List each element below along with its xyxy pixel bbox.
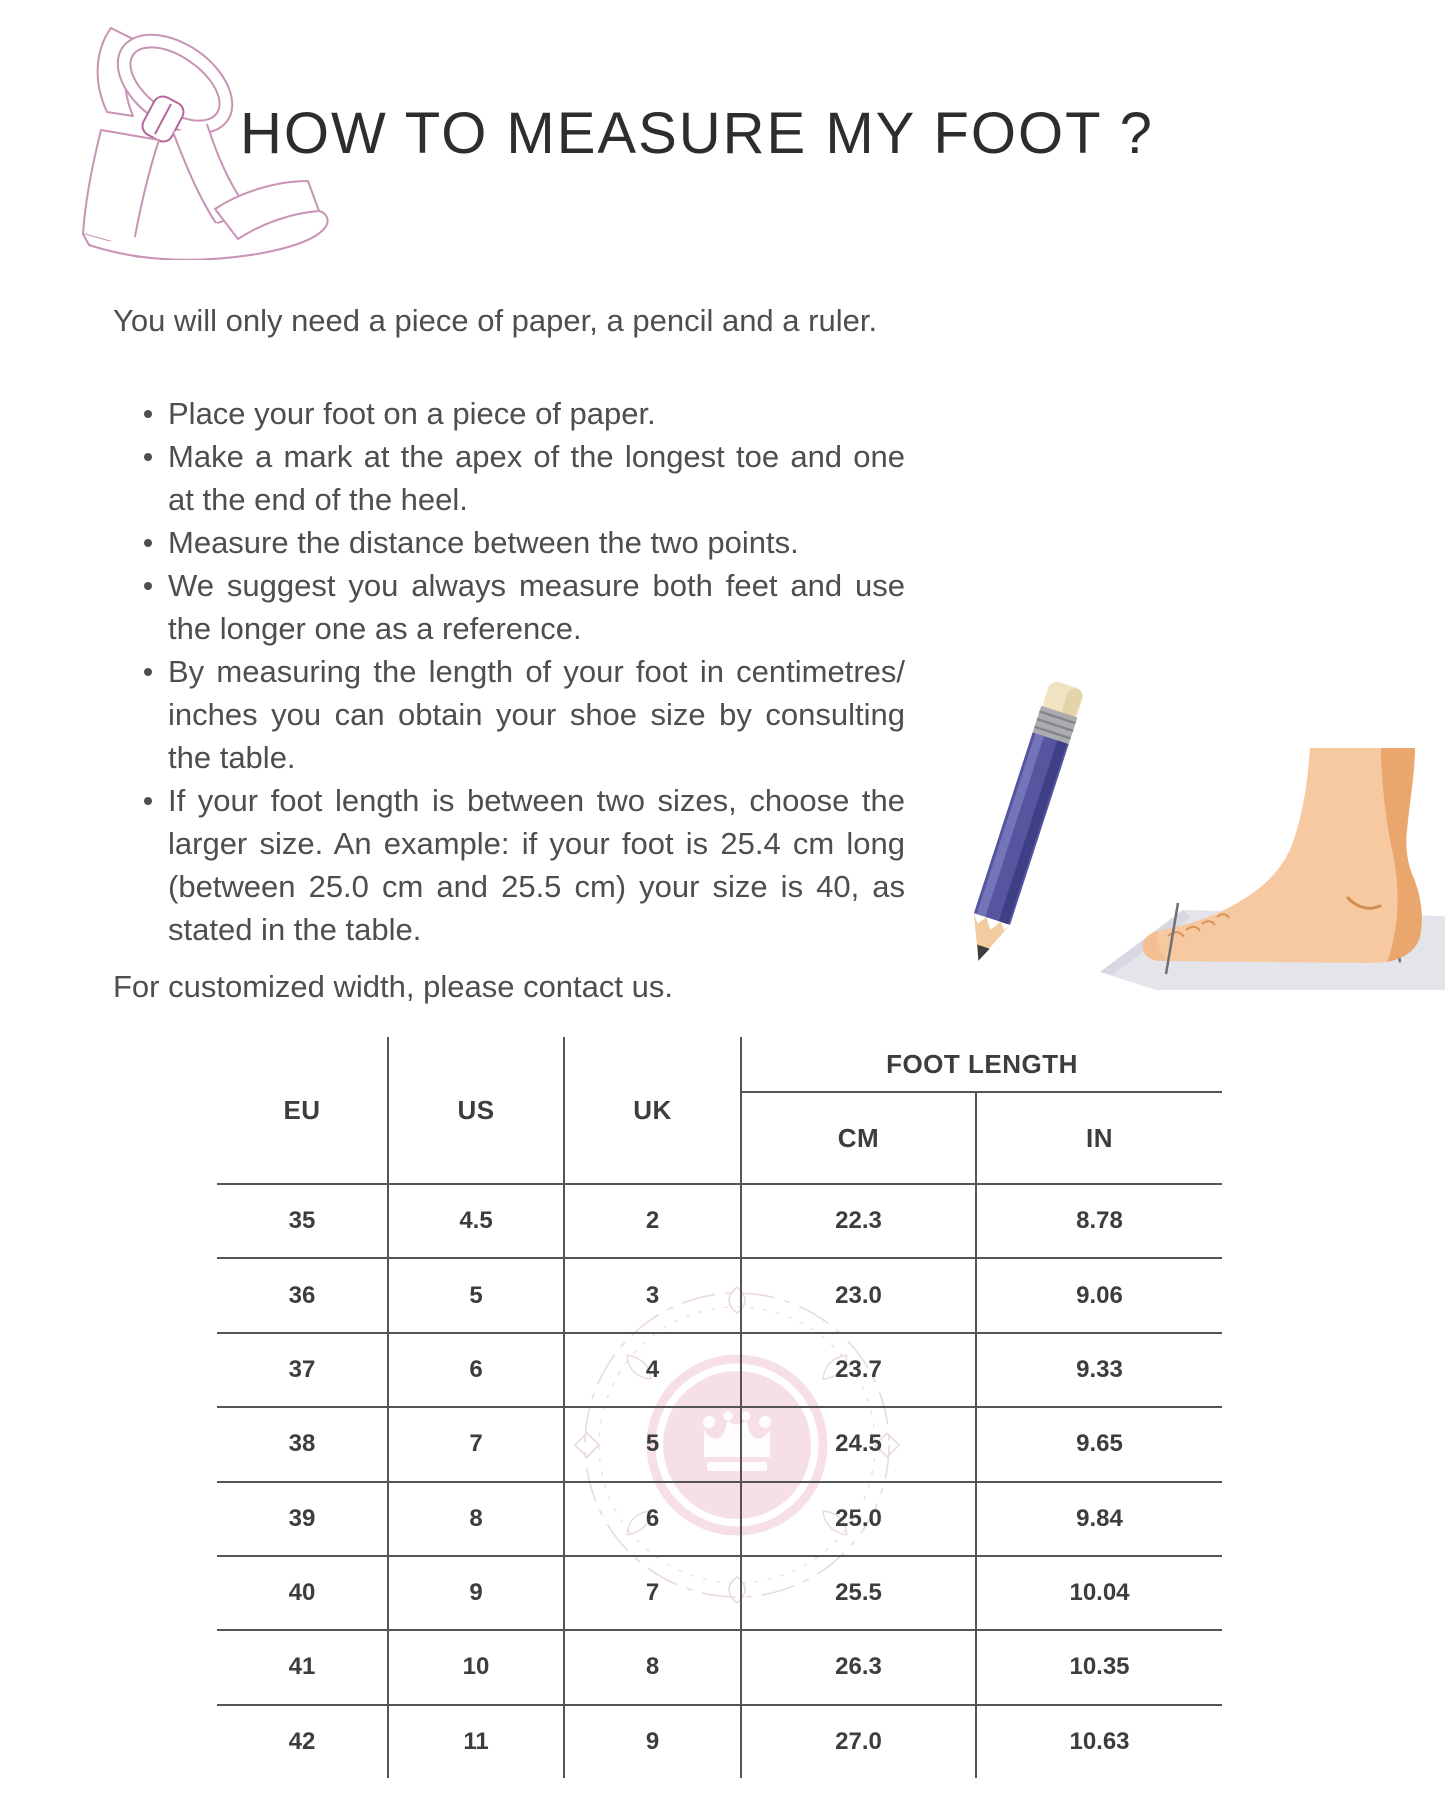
instructions-list [122, 392, 905, 951]
table-cell: 2 [565, 1183, 742, 1257]
table-cell: 36 [217, 1257, 389, 1331]
table-cell: 5 [565, 1406, 742, 1480]
page-title: HOW TO MEASURE MY FOOT ? [240, 101, 1154, 166]
column-header-cm: CM [742, 1093, 977, 1183]
column-header-foot-length: FOOT LENGTH [742, 1037, 1222, 1093]
table-cell: 27.0 [742, 1704, 977, 1778]
pencil-icon [960, 679, 1086, 967]
foot-graphic [1143, 748, 1422, 963]
table-cell: 9.84 [977, 1481, 1222, 1555]
table-cell: 41 [217, 1629, 389, 1703]
table-cell: 23.0 [742, 1257, 977, 1331]
table-cell: 40 [217, 1555, 389, 1629]
table-cell: 10 [389, 1629, 565, 1703]
table-cell: 4 [565, 1332, 742, 1406]
table-cell: 26.3 [742, 1629, 977, 1703]
table-cell: 39 [217, 1481, 389, 1555]
table-cell: 11 [389, 1704, 565, 1778]
column-header-uk: UK [565, 1037, 742, 1183]
table-cell: 7 [565, 1555, 742, 1629]
table-cell: 10.04 [977, 1555, 1222, 1629]
table-cell: 9.33 [977, 1332, 1222, 1406]
table-cell: 22.3 [742, 1183, 977, 1257]
column-header-eu: EU [217, 1037, 389, 1183]
column-header-us: US [389, 1037, 565, 1183]
block-heel [83, 130, 159, 248]
table-cell: 9 [565, 1704, 742, 1778]
table-cell: 5 [389, 1257, 565, 1331]
table-cell: 35 [217, 1183, 389, 1257]
table-cell: 6 [565, 1481, 742, 1555]
table-cell: 25.5 [742, 1555, 977, 1629]
table-cell: 24.5 [742, 1406, 977, 1480]
table-cell: 8 [565, 1629, 742, 1703]
table-cell: 4.5 [389, 1183, 565, 1257]
table-cell: 10.35 [977, 1629, 1222, 1703]
instruction-item: Make a mark at the apex of the longest toe and one at the end of the heel. [168, 435, 905, 521]
column-header-in: IN [1086, 1122, 1113, 1153]
foot-measuring-illustration [900, 640, 1445, 995]
table-cell: 7 [389, 1406, 565, 1480]
table-cell: 10.63 [977, 1704, 1222, 1778]
instruction-item: By measuring the length of your foot in centimetres/ inches you can obtain your shoe size by consulting the table. [168, 650, 905, 779]
custom-width-note: For customized width, please contact us. [113, 969, 673, 1004]
table-cell: 38 [217, 1406, 389, 1480]
table-cell: 9 [389, 1555, 565, 1629]
table-cell: 8.78 [977, 1183, 1222, 1257]
instruction-item: We suggest you always measure both feet and use the longer one as a reference. [168, 564, 905, 650]
instruction-item: Measure the distance between the two points. [168, 521, 905, 564]
table-cell: 25.0 [742, 1481, 977, 1555]
table-cell: 6 [389, 1332, 565, 1406]
table-cell: 8 [389, 1481, 565, 1555]
table-cell: 9.06 [977, 1257, 1222, 1331]
table-cell: 37 [217, 1332, 389, 1406]
size-conversion-table [217, 1037, 1222, 1778]
table-cell: 9.65 [977, 1406, 1222, 1480]
instruction-item: Place your foot on a piece of paper. [168, 392, 905, 435]
table-cell: 23.7 [742, 1332, 977, 1406]
intro-text: You will only need a piece of paper, a pencil and a ruler. [113, 303, 878, 338]
table-cell: 3 [565, 1257, 742, 1331]
table-cell: 42 [217, 1704, 389, 1778]
instruction-item: If your foot length is between two sizes, choose the larger size. An example: if your foot is 25.4 cm long (between 25.0 cm and 25.5 cm) your size is 40, as stated in the table. [168, 779, 905, 951]
